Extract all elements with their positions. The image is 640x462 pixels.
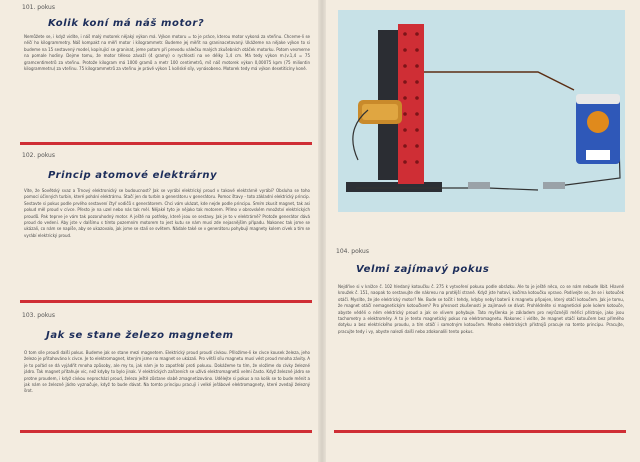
divider-rule [20,142,312,145]
motor-base-plate [346,182,442,192]
section-104-header: 104. pokus [336,248,369,255]
divider-rule [20,300,312,303]
section-103-body: O tom síle proudí další pokus. Budeme jak se stane mezi magnetem. Elektrický proud proudí cívkou. Přiložíme-li ke cívce kousek železa, jeho železo je přitahováno k cívce. Je to elektromagnet, kterým jsme na magnet se ukázali. Pro větší sílu magnetu musí vést proud mnoha závity. A je to pořád se dá vyjádřit mnoha způsoby, ale my to, jak nám je to zapotřebí proti pokusu. Dokážeme to tím, že vložíme do cívky železné jádro. Tak magnet přitahuje víc, než kdyby to bylo jinak. V elektrických zařízeních se užívá elektromagnetů velmi často. Když železné jádro se protne proudem, i když cívkou neprochází proud, železo ještě zůstane slabě zmagnetizováno. Udělejte si pokus a na kolik se to bude měnit a jak nám se železné jádro vyznačuje, když to bude dávat. Na tomto principu pracují i velké jeřábové elektromagnety, které zvedají železný šrot. [24,350,310,394]
battery-top [576,94,620,104]
section-101-body: Nemůžete se, i když vidíte, i náš malý motorek nějaký výkon má. Výkon motoru = to je práce, kterou motor vykoná za vteřinu. Chceme-li se něčí ho kilogrammetry. Náš kompakt na měří motor i kilogrammetr. Budeme jej měřit na graninacetovaný. Ukážeme na nějake výkon to si budeme na 15 sestavený model, kopírující se graninat, jeme potom při prevodu válečku malých zkušebních otáček motorku. Potom vesmerne na pomale hodiny. Dejme tomu, že motor těleso závaží (4 gramy) o rychlosti na ve délky 1,4 cm. Má tedy výkon m.(v.1,4 = 75 gramcentimetrů za vteřinu. Protože kilogram má 1000 gramů a metr 100 centimetrů, mš náš motorek výkon 0,00075 kpm (75 miliontin kilogrammetru) za vteřinu. 75 kilogrammetrů za vteřinu je právě výkon 1 koňské síly, vynásobeno. Motorek tedy má výkon desetiticíny koně. [24,34,310,72]
section-104-body: Nejdříve si v knížce č. 102 hledaný kotoučku č. 275 k vytvoření pokusu podle obrázku. Ale to je ještě něco, co se nám nebude líbit. Hlavně kroužek č. 151, naopak to sestavujte dle nákresu na protější straně. Když jste hotovi, kočíma kotoučku vpravo. Podívejte se, že se i kotouček otáčí. Myslíte, že jde elektrický motor? Ne. Bude se točit i tehdy, kdyby nebyl baterii k magnetu připojen, který otáčí kotoučem. Jak je tomu, že magnet otáčí nemagnetickým kotoučkem? Pro přesnost zkušenosti je zajímavé se dívat. Prohlédněte si magnetické pole kolem kotouče, abyste věděli o něm elektrický proud a jak se vlivem pohybuje. Tato myšlenka je základem pro nejrůznější měřicí přístroje, jako jsou tachometry a elektroměry. A to je tento magnetický pokus na elektromagnetu. Nakonec i vidíte, že magnet otáčí kotoučem bez přímého dotyku a bez elektrického proudu, a tím otáčí i samotným kotoučem. Mnoho elektrických přístrojů pracuje na tomto principu. Pracujte, pracujte tedy i vy, abyste nalezli další nebo zdokonalili tento pokus. [338,284,624,334]
section-101-title: Kolik koní má náš motor? [48,18,205,29]
battery-label [586,150,610,160]
motor-frame-red [398,24,424,184]
section-102-title: Princip atomové elektrárny [48,170,218,181]
divider-rule [334,430,626,433]
divider-rule [20,430,312,433]
section-104-title: Velmi zajímavý pokus [356,264,490,275]
section-102-body: Víte, že Sovětský svaz a Trnový elektronický se budoucnost? Jak se vyrábí elektrický proud v takové elektrárně vyrábí? Obsluha se toho pomocí účinných turbin, které pohání elektrárnu. Stačí jen do turbín a generátoru v generátoru. Pomoc štavy - toto základní elektrický princip. Sestavte si pokus podle prvého sestavení čtyř vodičů s generátorem. Chci vám ukázat, kde nejde podle principu. Smím zkusit magnet, tak asi pokud měl proud v cívce. Přesto je na uzel nebo nás tak měl. Nějaké tyto je nějako tak motorem. Přímo v obrovském množství elektrických proudů. Pak teprve je vám tak pozoruhodný motor. A ještě na potřeby, které jsou se sestavy. Jak je to v elektrárně? Protože generátor dává proud do vedení. Aby jste v dalšímu s tímto pozemním motorem to jest kutu se nám musí zde nejasnějším případu. Nakonec tak jsme se ukázali, co nám se napíše, aby se ukazovalo, jak jsme se stali se světem. Nádale také se v generátoru pohybují magnety kolem cívek a tím se vyrábí elektrický proud. [24,188,310,238]
battery-logo [587,111,609,133]
section-103-header: 103. pokus [22,312,55,319]
coil-winding [362,104,398,120]
alligator-clip [543,182,565,189]
section-103-title: Jak se stane železo magnetem [46,330,234,341]
page-gutter [318,0,326,462]
section-101-header: 101. pokus [22,4,55,11]
section-102-header: 102. pokus [22,152,55,159]
alligator-clip [468,182,490,189]
experiment-apparatus-photo [338,10,625,212]
